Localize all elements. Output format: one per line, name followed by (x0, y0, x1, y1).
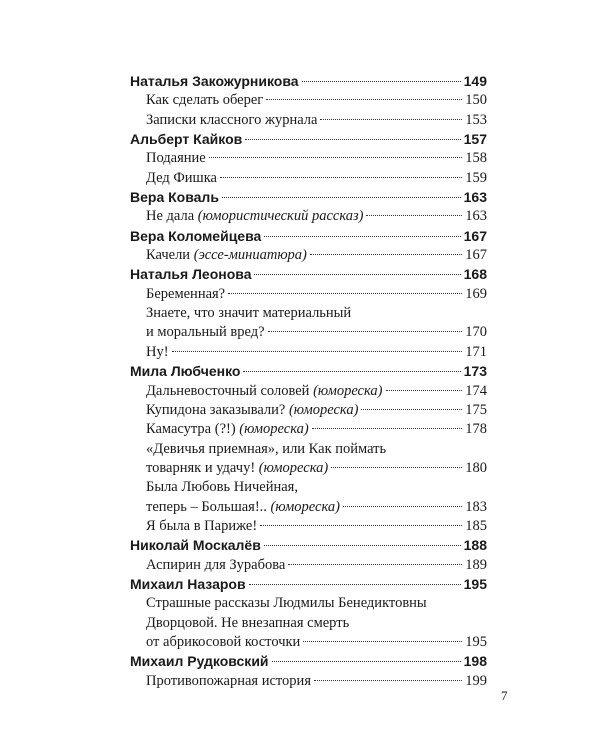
toc-story-entry[interactable] (130, 169, 487, 188)
entry-line (146, 459, 487, 478)
page-ref: 178 (465, 421, 487, 438)
story-title-text: Подаяние (146, 150, 206, 167)
author-name: Михаил Назаров (130, 575, 246, 592)
page-ref: 149 (463, 73, 487, 89)
page-ref: 150 (465, 92, 487, 109)
story-title (146, 285, 225, 304)
story-title (146, 246, 307, 265)
entry-line (130, 652, 487, 671)
toc-story-entry[interactable] (130, 285, 487, 304)
story-title (146, 401, 358, 420)
dot-leader (249, 584, 461, 585)
page-ref: 174 (465, 382, 487, 399)
genre-tag: (юмореска) (270, 498, 340, 515)
page-ref: 189 (465, 556, 487, 573)
page-ref: 195 (463, 575, 487, 592)
author-name: Николай Москалёв (130, 537, 261, 554)
entry-line (146, 323, 487, 342)
page-ref: 167 (463, 227, 487, 244)
page-number: 7 (501, 688, 508, 703)
toc-author-entry[interactable] (130, 575, 487, 594)
story-title-text: Не дала (146, 208, 195, 225)
page-ref: 168 (463, 266, 487, 283)
author-name: Михаил Рудковский (130, 653, 269, 670)
dot-leader (331, 467, 462, 468)
genre-tag: (эссе-миниатюра) (193, 247, 307, 264)
story-title (146, 672, 311, 691)
dot-leader (266, 99, 462, 100)
story-title-text: Купидона заказывали? (146, 401, 286, 418)
entry-line (130, 362, 487, 381)
dot-leader (366, 215, 462, 216)
toc-author-entry[interactable] (130, 188, 487, 207)
story-title (146, 498, 340, 517)
entry-line (130, 536, 487, 555)
dot-leader (386, 390, 463, 391)
entry-line (130, 130, 487, 149)
dot-leader (268, 331, 463, 332)
author-name: Наталья Закожурникова (130, 73, 299, 89)
toc-story-entry[interactable] (130, 478, 487, 517)
story-title-text: теперь – Большая!.. (146, 498, 267, 515)
toc-author-entry[interactable] (130, 130, 487, 149)
page-ref: 158 (465, 150, 487, 167)
page-ref: 163 (465, 208, 487, 225)
dot-leader (245, 139, 460, 140)
page-ref: 169 (465, 285, 487, 302)
genre-tag: (юмореска) (313, 382, 383, 399)
page-ref: 180 (465, 459, 487, 476)
toc-story-entry[interactable] (130, 149, 487, 168)
entry-line (146, 672, 487, 691)
page-ref: 198 (463, 653, 487, 670)
entry-line (146, 517, 487, 536)
author-name: Наталья Леонова (130, 266, 252, 283)
page-ref: 159 (465, 169, 487, 186)
entry-title-line: Дворцовой. Не внезапная смерть (146, 614, 350, 631)
entry-line (146, 285, 487, 304)
story-title-text: Я была в Париже! (146, 517, 258, 534)
dot-leader (272, 661, 461, 662)
entry-line (146, 169, 487, 188)
toc-author-entry[interactable] (130, 362, 487, 381)
story-title (146, 111, 317, 130)
toc-author-entry[interactable] (130, 227, 487, 246)
toc-author-entry[interactable] (130, 72, 487, 91)
story-title (146, 420, 309, 439)
genre-tag: (юмореска) (288, 401, 359, 418)
toc-story-entry[interactable] (130, 304, 487, 343)
toc-author-entry[interactable] (130, 652, 487, 671)
page-ref: 167 (465, 247, 487, 264)
story-title (146, 207, 363, 226)
dot-leader (264, 236, 460, 237)
page-ref: 195 (465, 633, 487, 650)
page-ref: 199 (465, 672, 487, 689)
story-title-text: Аспирин для Зурабова (146, 556, 286, 573)
entry-line (130, 575, 487, 594)
author-name: Вера Коломейцева (130, 227, 262, 244)
dot-leader (302, 81, 461, 82)
dot-leader (320, 119, 462, 120)
page-ref: 163 (463, 189, 487, 206)
story-title-text: Как сделать оберег (146, 92, 264, 109)
story-title (146, 323, 265, 342)
entry-line (146, 382, 487, 401)
page-ref: 183 (465, 498, 487, 515)
dot-leader (220, 177, 462, 178)
entry-line (146, 207, 487, 226)
toc-story-entry[interactable] (130, 207, 487, 226)
toc-author-entry[interactable] (130, 536, 487, 555)
author-name: Мила Любченко (130, 363, 241, 380)
story-title-text: Дальневосточный соловей (146, 382, 310, 399)
entry-title-line: «Девичья приемная», или Как поймать (146, 440, 387, 457)
dot-leader (172, 351, 463, 352)
story-title-text: Противопожарная история (146, 672, 311, 689)
entry-line (146, 401, 487, 420)
dot-leader (361, 409, 462, 410)
page-ref: 170 (465, 324, 487, 341)
page-ref: 157 (463, 131, 487, 148)
entry-line (130, 72, 487, 91)
entry-line (146, 111, 487, 130)
entry-line (146, 91, 487, 110)
toc-story-entry[interactable] (130, 91, 487, 110)
entry-line (146, 149, 487, 168)
story-title (146, 517, 257, 536)
toc-story-entry[interactable] (130, 594, 487, 652)
entry-line (146, 633, 487, 652)
page-ref: 153 (465, 111, 487, 128)
table-of-contents (130, 72, 487, 691)
dot-leader (288, 564, 462, 565)
page-ref: 171 (465, 343, 487, 360)
dot-leader (343, 506, 462, 507)
story-title (146, 633, 300, 652)
dot-leader (243, 371, 460, 372)
dot-leader (312, 428, 463, 429)
toc-author-entry[interactable] (130, 265, 487, 284)
dot-leader (303, 641, 462, 642)
dot-leader (310, 254, 462, 255)
author-name: Альберт Кайков (130, 131, 243, 148)
story-title (146, 169, 217, 188)
page-ref: 175 (465, 401, 487, 418)
toc-story-entry[interactable] (130, 517, 487, 536)
entry-line (130, 227, 487, 246)
story-title-text: Беременная? (146, 285, 226, 302)
toc-story-entry[interactable] (130, 343, 487, 362)
entry-title-line: Знаете, что значит материальный (146, 305, 352, 322)
toc-story-entry[interactable] (130, 420, 487, 439)
entry-line (130, 265, 487, 284)
toc-story-entry[interactable] (130, 556, 487, 575)
story-title-text: от абрикосовой косточки (146, 633, 301, 650)
entry-title-line: Была Любовь Ничейная, (146, 479, 298, 496)
story-title (146, 91, 263, 110)
dot-leader (260, 525, 462, 526)
toc-story-entry[interactable] (130, 440, 487, 479)
dot-leader (254, 274, 460, 275)
story-title (146, 459, 328, 478)
dot-leader (222, 197, 461, 198)
dot-leader (314, 680, 462, 681)
genre-tag: (юмореска) (258, 459, 329, 476)
genre-tag: (юмореска) (239, 421, 309, 438)
story-title-text: Качели (146, 247, 191, 264)
story-title-text: Камасутра (?!) (146, 421, 236, 438)
toc-story-entry[interactable] (130, 246, 487, 265)
story-title (146, 343, 169, 362)
story-title-text: товарняк и удачу! (146, 459, 256, 476)
toc-story-entry[interactable] (130, 401, 487, 420)
entry-line (146, 343, 487, 362)
story-title (146, 556, 285, 575)
page-ref: 185 (465, 517, 487, 534)
entry-line (130, 188, 487, 207)
story-title-text: и моральный вред? (146, 324, 265, 341)
story-title-text: Дед Фишка (146, 169, 217, 186)
page-ref: 173 (463, 363, 487, 380)
page-ref: 188 (463, 537, 487, 554)
toc-story-entry[interactable] (130, 672, 487, 691)
author-name: Вера Коваль (130, 189, 219, 206)
dot-leader (209, 157, 463, 158)
genre-tag: (юмористический рассказ) (197, 208, 364, 225)
entry-title-line: Страшные рассказы Людмилы Бенедиктовны (146, 595, 427, 612)
toc-story-entry[interactable] (130, 111, 487, 130)
entry-line (146, 420, 487, 439)
entry-line (146, 498, 487, 517)
story-title (146, 149, 206, 168)
dot-leader (264, 545, 461, 546)
story-title (146, 382, 383, 401)
entry-line (146, 246, 487, 265)
story-title-text: Ну! (146, 343, 169, 360)
dot-leader (228, 293, 462, 294)
entry-line (146, 556, 487, 575)
toc-story-entry[interactable] (130, 382, 487, 401)
story-title-text: Записки классного журнала (146, 111, 318, 128)
